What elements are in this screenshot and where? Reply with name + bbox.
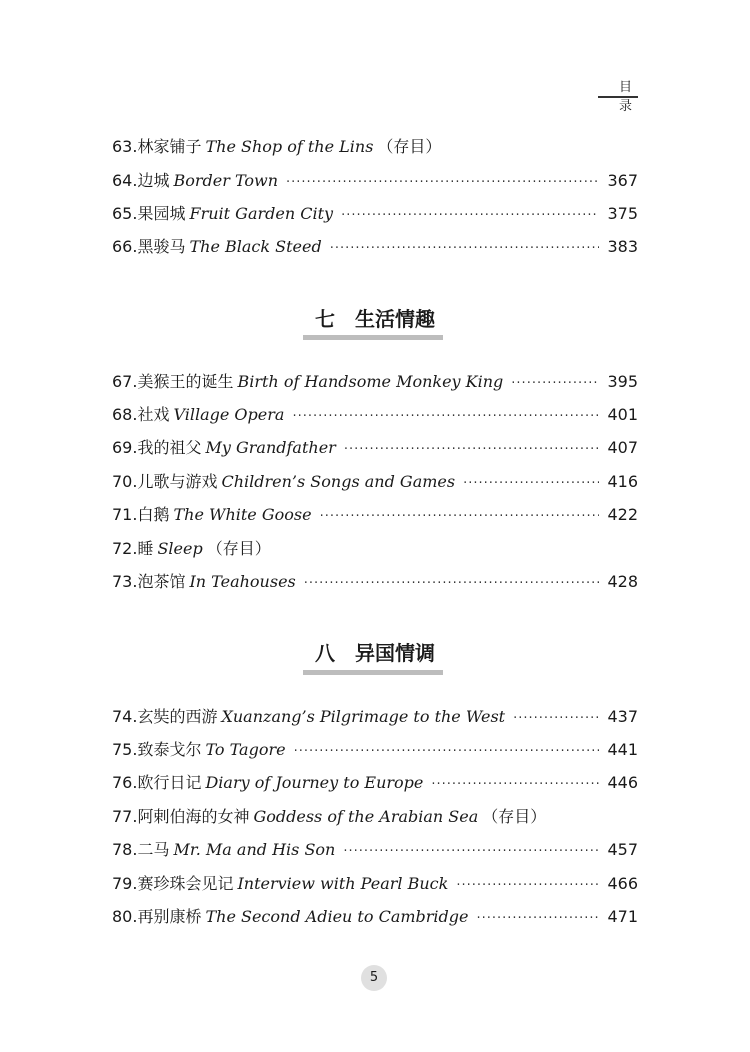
toc-entry[interactable] [112,168,638,194]
entry-english-title: My Grandfather [205,438,336,457]
section-heading [0,637,750,666]
toc-entry[interactable] [112,770,638,796]
entry-chinese-title: 白鹅 [137,505,170,524]
entry-page-number: 457 [607,840,638,859]
entry-number: 69. [112,438,138,457]
dot-leader [513,711,599,726]
entry-chinese-title: 儿歌与游戏 [137,472,218,491]
entry-english-title: Birth of Handsome Monkey King [237,372,504,391]
dot-leader [294,744,600,759]
toc-entry[interactable] [112,435,638,461]
entry-page-number: 428 [607,572,638,591]
toc-entry[interactable] [112,569,638,595]
entry-page-number: 416 [607,472,638,491]
entry-page-number: 441 [607,740,638,759]
entry-chinese-title: 我的祖父 [137,438,202,457]
entry-number: 73. [112,572,138,591]
entry-chinese-title: 致泰戈尔 [137,740,202,759]
toc-entry[interactable] [112,369,638,395]
entry-number: 66. [112,237,138,256]
toc-entry[interactable] [112,469,638,495]
running-header: 目 录 [618,80,638,114]
entry-english-title: To Tagore [205,740,286,759]
dot-leader [292,409,599,424]
entry-english-title: Diary of Journey to Europe [205,773,424,792]
entry-english-title: In Teahouses [189,572,296,591]
entry-number: 71. [112,505,138,524]
toc-entry[interactable] [112,871,638,897]
header-rule [598,96,638,98]
entry-number: 68. [112,405,138,424]
entry-english-title: Goddess of the Arabian Sea [253,807,479,826]
entry-number: 79. [112,874,138,893]
entry-english-title: Fruit Garden City [189,204,334,223]
entry-page-number: 471 [607,907,638,926]
entry-english-title: The Second Adieu to Cambridge [205,907,469,926]
entry-page-number: 466 [607,874,638,893]
dot-leader [477,911,600,926]
entry-page-number: 446 [607,773,638,792]
entry-chinese-title: 赛珍珠会见记 [137,874,234,893]
entry-chinese-title: 泡茶馆 [137,572,186,591]
entry-english-title: Sleep [157,539,203,558]
toc-entry[interactable] [112,502,638,528]
entry-page-number: 375 [607,204,638,223]
entry-chinese-title: 欧行日记 [137,773,202,792]
entry-number: 76. [112,773,138,792]
section-heading [0,303,750,332]
section-title: 异国情调 [355,641,435,665]
entry-number: 75. [112,740,138,759]
dot-leader [463,476,599,491]
entry-chinese-title: 二马 [137,840,170,859]
toc-entry[interactable] [112,201,638,227]
entry-english-title: Xuanzang’s Pilgrimage to the West [221,707,506,726]
entry-chinese-title: 黑骏马 [137,237,186,256]
entry-number: 63. [112,137,138,156]
entry-english-title: Children’s Songs and Games [221,472,456,491]
entry-note: （存目） [482,807,547,826]
entry-english-title: The Shop of the Lins [205,137,374,156]
entry-chinese-title: 社戏 [137,405,170,424]
page-number-badge: 5 [361,965,387,991]
toc-entry[interactable] [112,134,638,160]
entry-number: 65. [112,204,138,223]
entry-chinese-title: 再别康桥 [137,907,202,926]
entry-number: 64. [112,171,138,190]
entry-number: 67. [112,372,138,391]
dot-leader [320,509,600,524]
dot-leader [304,576,600,591]
entry-english-title: The Black Steed [189,237,322,256]
dot-leader [343,844,599,859]
entry-chinese-title: 睡 [137,539,154,558]
entry-chinese-title: 果园城 [137,204,186,223]
dot-leader [511,376,599,391]
entry-chinese-title: 玄奘的西游 [137,707,218,726]
entry-english-title: Border Town [173,171,279,190]
entry-page-number: 395 [607,372,638,391]
entry-note: （存目） [206,539,271,558]
dot-leader [456,878,599,893]
entry-page-number: 401 [607,405,638,424]
entry-note: （存目） [377,137,442,156]
entry-number: 78. [112,840,138,859]
entry-english-title: The White Goose [173,505,312,524]
section-number: 七 [315,307,335,331]
entry-chinese-title: 阿剌伯海的女神 [137,807,250,826]
toc-entry[interactable] [112,737,638,763]
dot-leader [344,442,600,457]
toc-entry[interactable] [112,234,638,260]
section-number: 八 [315,641,335,665]
entry-page-number: 437 [607,707,638,726]
entry-chinese-title: 美猴王的诞生 [137,372,234,391]
entry-page-number: 422 [607,505,638,524]
entry-page-number: 367 [607,171,638,190]
dot-leader [341,208,599,223]
toc-entry[interactable] [112,704,638,730]
entry-number: 77. [112,807,138,826]
toc-entry[interactable] [112,904,638,930]
toc-entry[interactable] [112,402,638,428]
entry-page-number: 407 [607,438,638,457]
entry-page-number: 383 [607,237,638,256]
entry-number: 80. [112,907,138,926]
entry-number: 74. [112,707,138,726]
section-underline [303,335,443,340]
dot-leader [431,777,599,792]
toc-entry[interactable] [112,804,638,830]
entry-chinese-title: 林家铺子 [137,137,202,156]
entry-chinese-title: 边城 [137,171,170,190]
toc-entry[interactable] [112,536,638,562]
entry-english-title: Interview with Pearl Buck [237,874,449,893]
entry-number: 72. [112,539,138,558]
section-underline [303,670,443,675]
section-title: 生活情趣 [355,307,435,331]
toc-entry[interactable] [112,837,638,863]
dot-leader [286,175,599,190]
dot-leader [330,241,600,256]
entry-english-title: Mr. Ma and His Son [173,840,336,859]
entry-number: 70. [112,472,138,491]
entry-english-title: Village Opera [173,405,285,424]
